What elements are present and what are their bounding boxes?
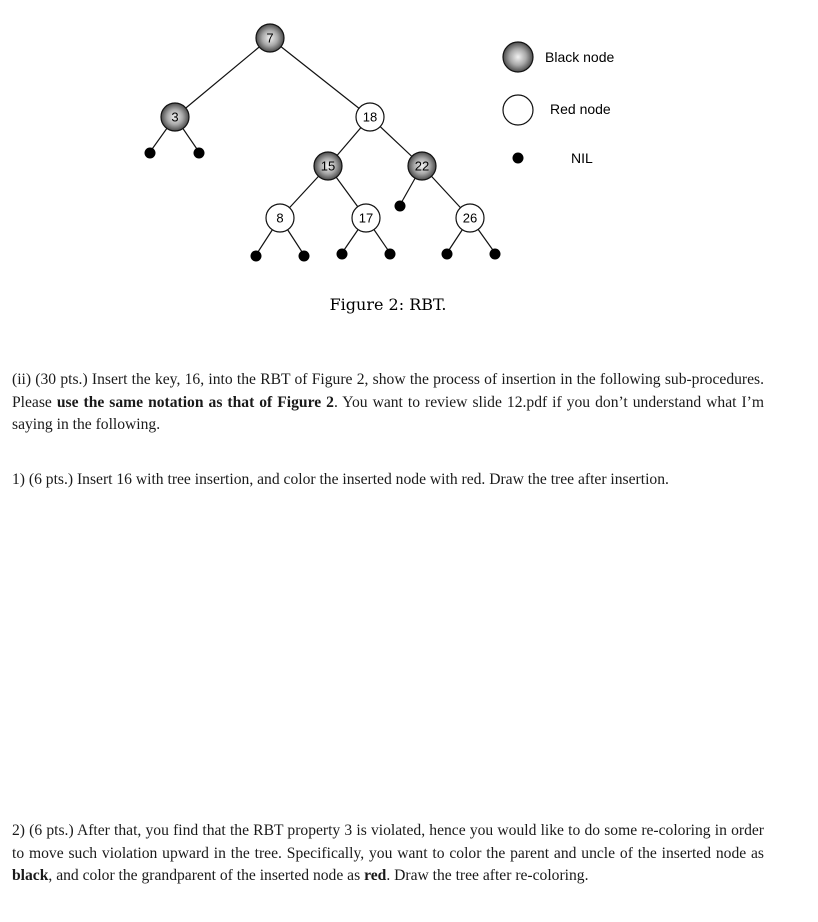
legend-black-node-icon [503, 42, 533, 72]
tree-node-15 [314, 152, 342, 180]
nil-leaf [194, 148, 205, 159]
tree-edges [150, 38, 495, 255]
tree-node-8 [266, 204, 294, 232]
tree-node-22 [408, 152, 436, 180]
edge-7-3 [175, 38, 270, 117]
part1-text: 1) (6 pts.) Insert 16 with tree insertion, and color the inserted node with red. Draw the tree after insertion. [12, 471, 669, 488]
legend-black-label: Black node [545, 49, 615, 65]
nil-leaf [251, 251, 262, 262]
legend-red-node-icon [503, 95, 533, 125]
node-key: 8 [276, 210, 284, 226]
part2-bold-black: black [12, 867, 49, 884]
intro-text: (ii) (30 pts.) Insert the key, 16, into the RBT of Figure 2, show the process of insertion in the following sub-procedures. Please [12, 371, 764, 411]
legend-nil-label: NIL [571, 150, 593, 166]
node-key: 3 [171, 109, 179, 125]
intro-text: . You want to review slide 12.pdf if you don’t understand what I’m saying in the following. [12, 393, 764, 433]
part2-text: . Draw the tree after re-coloring. [386, 867, 589, 884]
part2-text: 2) (6 pts.) After that, you find that the RBT property 3 is violated, hence you would like to do some re-coloring in order to move such violation upward in the tree. Specifically, you want to color the parent and uncle of the inserted node as [12, 822, 764, 862]
part2-bold-red: red [364, 867, 387, 884]
node-key: 15 [320, 158, 336, 174]
nil-leaf [395, 201, 406, 212]
intro-bold-text: use the same notation as that of Figure 2 [56, 393, 334, 411]
part2-text: , and color the grandparent of the inserted node as [48, 867, 365, 884]
tree-node-3 [161, 103, 189, 131]
nil-leaf [337, 249, 348, 260]
tree-node-26 [456, 204, 484, 232]
question-part-2 [12, 820, 764, 888]
node-key: 17 [358, 210, 374, 226]
legend [503, 42, 614, 166]
rbt-figure [0, 0, 818, 330]
tree-node-17 [352, 204, 380, 232]
nil-leaf [145, 148, 156, 159]
nil-leaf [385, 249, 396, 260]
node-key: 18 [362, 109, 378, 125]
figure-caption: Figure 2: RBT. [329, 295, 447, 314]
legend-red-label: Red node [550, 101, 611, 117]
tree-node-7 [256, 24, 284, 52]
node-key: 7 [266, 30, 274, 46]
node-key: 22 [414, 158, 430, 174]
nil-leaf [442, 249, 453, 260]
nil-leaf [490, 249, 501, 260]
nil-leaf [299, 251, 310, 262]
tree-node-18 [356, 103, 384, 131]
legend-nil-icon [513, 153, 524, 164]
question-part-1 [12, 469, 764, 492]
edge-7-18 [270, 38, 370, 117]
node-key: 26 [462, 210, 478, 226]
question-intro [12, 369, 764, 437]
